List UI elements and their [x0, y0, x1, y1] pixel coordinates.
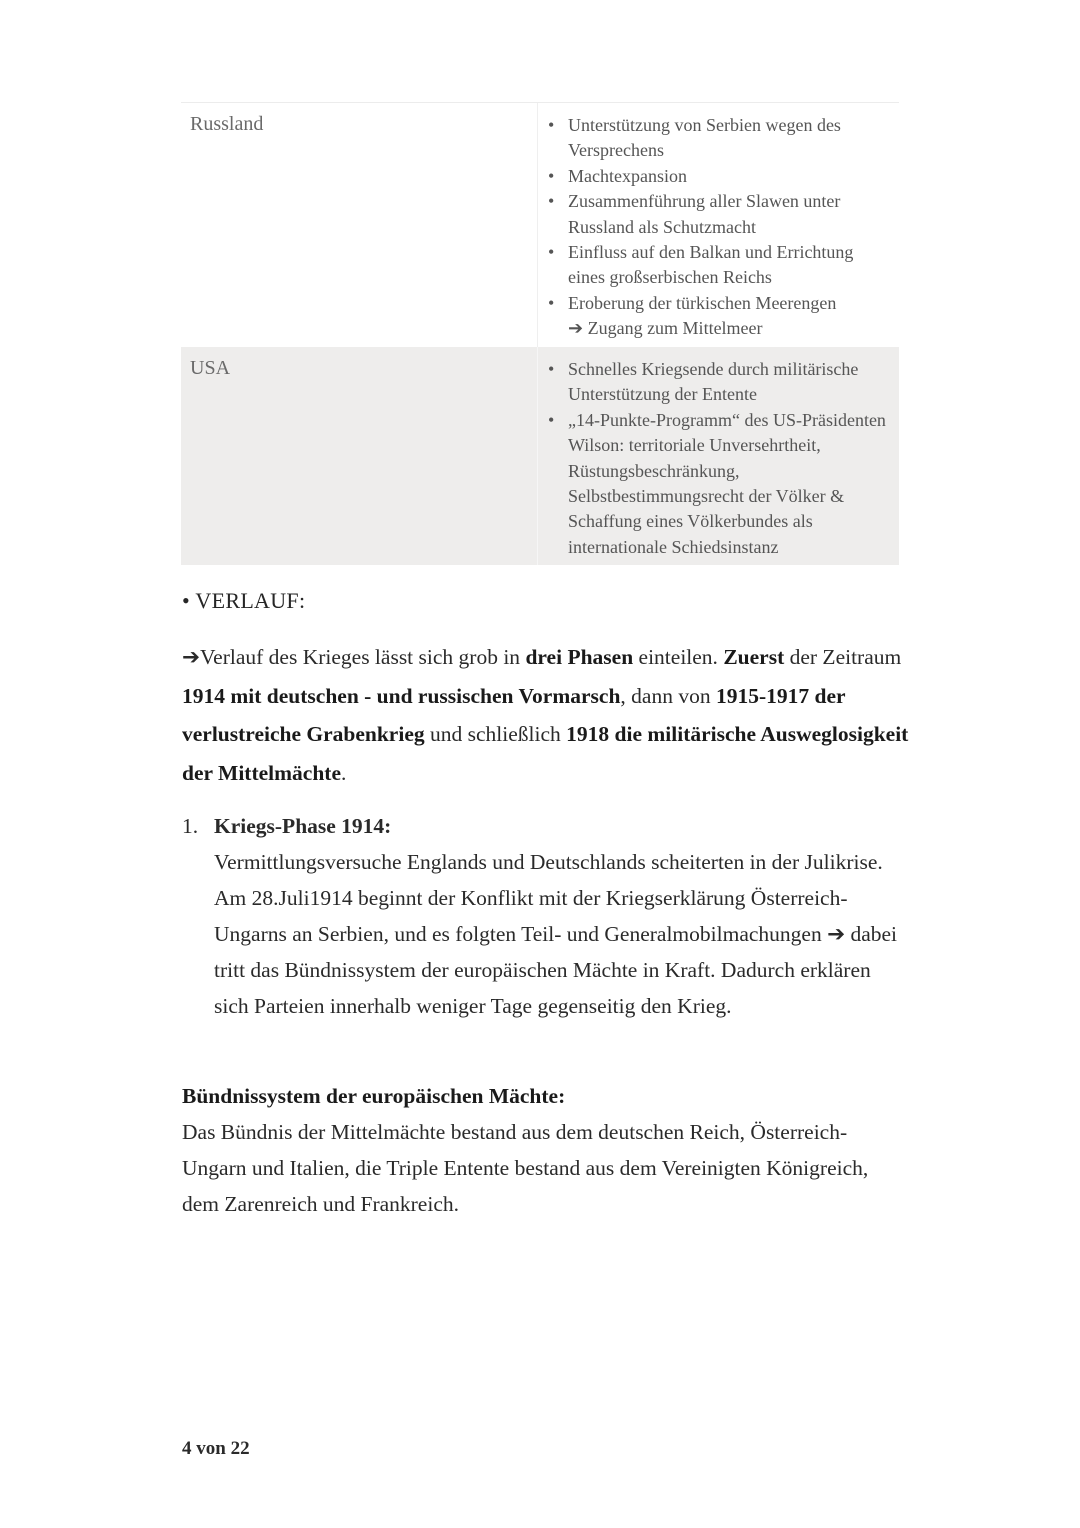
list-item: • „14-Punkte-Programm“ des US-Präsidenten Wilson: territoriale Unversehrtheit, Rüstungsbeschränkung, Selbstbestimmungsrecht der Völker & Schaffung eines Völkerbundes als internationale Schiedsinstanz: [548, 409, 886, 557]
goals-list: [546, 113, 893, 342]
intro-paragraph: ➔Verlauf des Krieges lässt sich grob in drei Phasen einteilen. Zuerst der Zeitraum 1914 mit deutschen - und russischen Vormarsch, dann von 1915-1917 der verlustreiche Grabenkrieg und schließlich 1918 die militärische Ausweglosigkeit der Mittelmächte.: [182, 645, 909, 785]
goals-cell: [538, 103, 899, 347]
bullet-icon: •: [182, 588, 191, 613]
section-heading-text: VERLAUF:: [195, 588, 306, 613]
goals-cell: [538, 347, 899, 565]
list-number: 1.: [182, 814, 199, 838]
phase-1-section: [182, 808, 902, 1024]
table-row-russia: [181, 103, 899, 347]
phase-title-text: Kriegs-Phase 1914:: [214, 814, 392, 838]
bullet-icon: •: [548, 115, 555, 135]
list-item: • Eroberung der türkischen Meerengen ➔ Zugang zum Mittelmeer: [548, 292, 837, 339]
list-item: • Einfluss auf den Balkan und Errichtung eines großserbischen Reichs: [548, 242, 854, 288]
goals-list: [546, 357, 893, 560]
list-item: • Zusammenführung aller Slawen unter Russland als Schutzmacht: [548, 191, 841, 237]
phase-body: Vermittlungsversuche Englands und Deutschlands scheiterten in der Julikrise. Am 28.Juli1914 beginnt der Konflikt mit der Kriegserklärung Österreich-Ungarns an Serbien, und es folgten Teil- und Generalmobilmachungen ➔ dabei tritt das Bündnissystem der europäischen Mächte in Kraft. Dadurch erklären sich Parteien innerhalb weniger Tage gegenseitig den Krieg.: [214, 850, 898, 1018]
phase-title: [182, 808, 902, 844]
table-row-usa: [181, 347, 899, 565]
country-cell: USA: [181, 347, 538, 565]
bullet-icon: •: [548, 292, 555, 313]
bullet-icon: •: [548, 359, 555, 379]
bullet-icon: •: [548, 191, 555, 212]
list-item: • Schnelles Kriegsende durch militärische Unterstützung der Entente: [548, 359, 859, 405]
bullet-icon: •: [548, 409, 555, 430]
alliance-section: [182, 1078, 902, 1222]
alliance-body: Das Bündnis der Mittelmächte bestand aus dem deutschen Reich, Österreich-Ungarn und Italien, die Triple Entente bestand aus dem Vereinigten Königreich, dem Zarenreich und Frankreich.: [182, 1120, 869, 1216]
list-item: • Machtexpansion: [546, 164, 893, 189]
arrow-icon: ➔: [182, 645, 201, 669]
arrow-note: ➔ Zugang zum Mittelmeer: [568, 318, 763, 339]
war-goals-table: [181, 102, 899, 565]
alliance-title: Bündnissystem der europäischen Mächte:: [182, 1084, 566, 1108]
page-number: 4 von 22: [182, 1438, 250, 1459]
bullet-icon: •: [548, 242, 555, 263]
country-cell: Russland: [181, 103, 538, 347]
section-heading: [182, 588, 305, 614]
list-item: • Unterstützung von Serbien wegen des Versprechens: [548, 115, 841, 161]
bullet-icon: •: [548, 165, 555, 186]
